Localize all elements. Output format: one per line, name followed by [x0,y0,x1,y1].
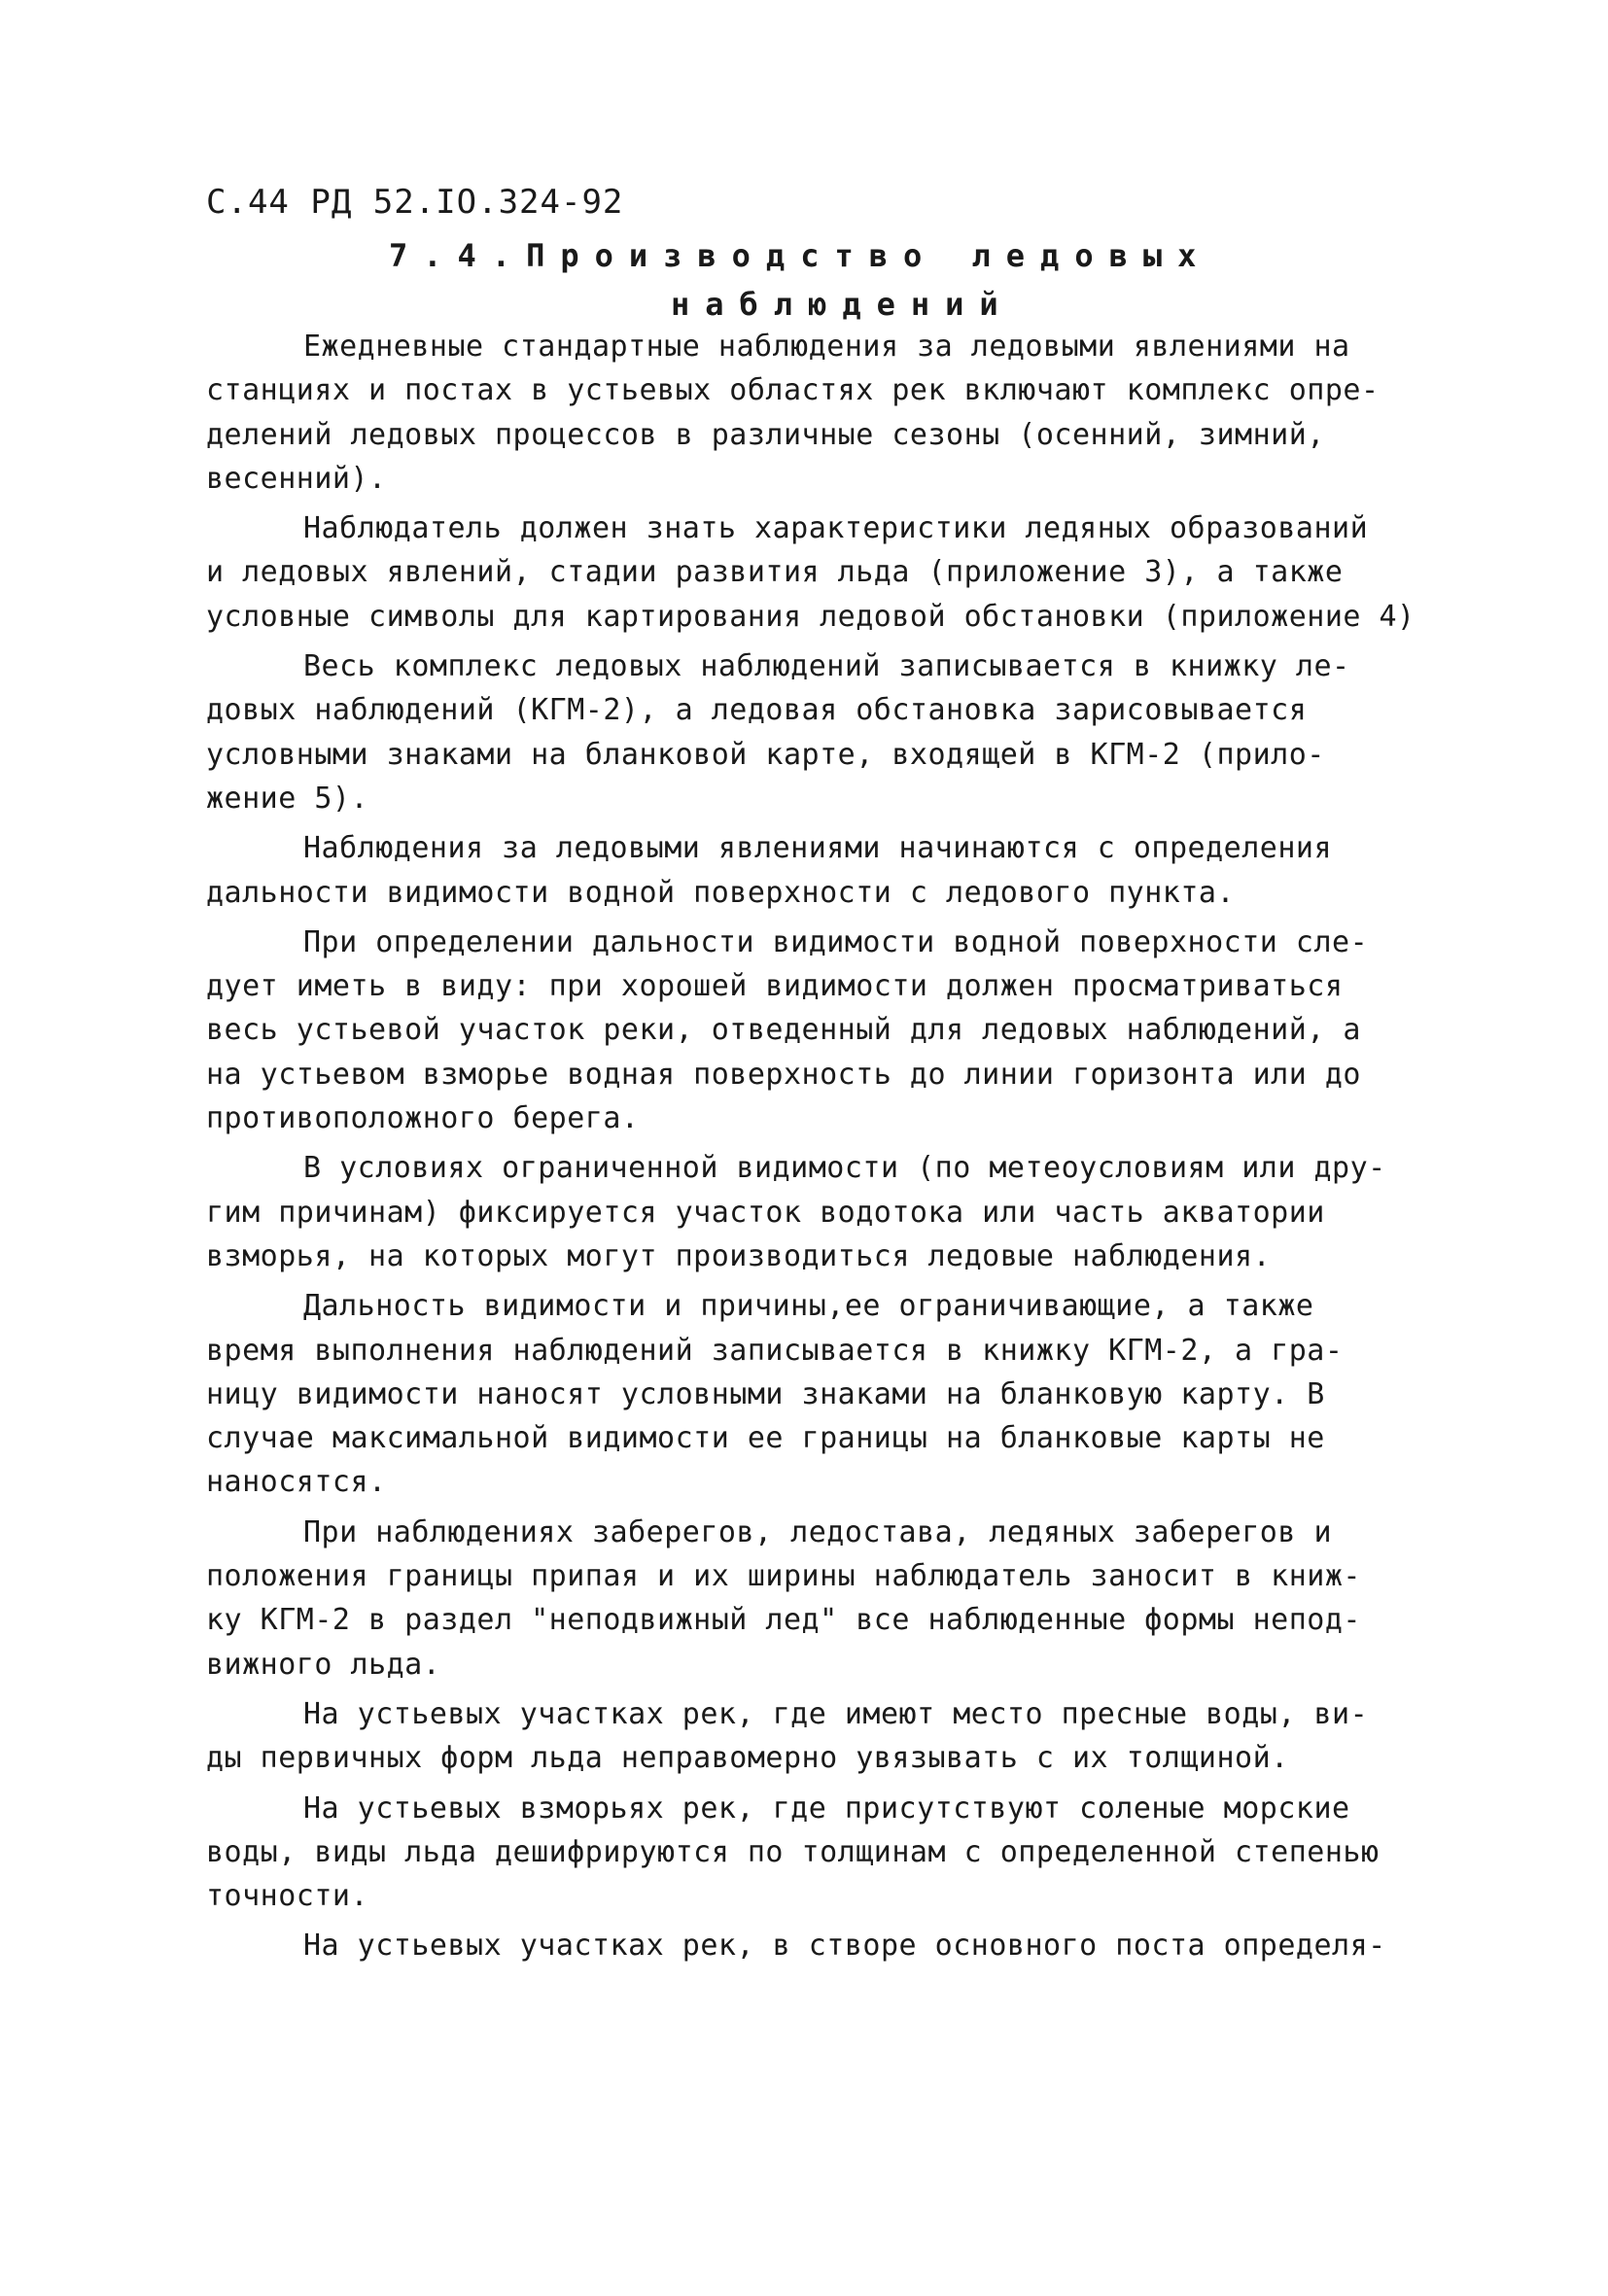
text-line: На устьевых участках рек, где имеют место пресные воды, ви- [303,1696,1369,1731]
paragraph [206,1146,1433,1278]
text-line: воды, виды льда дешифрируются по толщинам с определенной степенью [206,1834,1380,1869]
text-line: точности. [206,1879,369,1914]
paragraph [206,1511,1433,1687]
text-line: делений ледовых процессов в различные сезоны (осенний, зимний, [206,417,1325,452]
text-line: На устьевых участках рек, в створе основного поста определя- [303,1929,1386,1964]
text-line: При определении дальности видимости водной поверхности сле- [303,924,1369,959]
paragraph [206,826,1433,915]
section-title-line-2: наблюдений [671,286,1014,323]
text-line: Весь комплекс ледовых наблюдений записывается в книжку ле- [303,649,1350,684]
body-text [206,325,1433,1974]
text-line: весь устьевой участок реки, отведенный для ледовых наблюдений, а [206,1013,1361,1048]
text-line: случае максимальной видимости ее границы на бланковые карты не [206,1421,1325,1456]
text-line: взморья, на которых могут производиться ледовые наблюдения. [206,1238,1272,1273]
text-line: жение 5). [206,781,369,816]
text-line: станциях и постах в устьевых областях рек включают комплекс опре- [206,373,1380,408]
text-line: ды первичных форм льда неправомерно увязывать с их толщиной. [206,1741,1289,1776]
text-line: гим причинам) фиксируется участок водотока или часть акватории [206,1195,1325,1230]
text-line: дальности видимости водной поверхности с ледового пункта. [206,875,1236,910]
text-line: положения границы припая и их ширины наблюдатель заносит в книж- [206,1559,1361,1594]
paragraph [206,506,1433,639]
text-line: условными знаками на бланковой карте, входящей в КГМ-2 (прило- [206,737,1325,772]
text-line: на устьевом взморье водная поверхность до линии горизонта или до [206,1057,1361,1092]
text-line: В условиях ограниченной видимости (по метеоусловиям или дру- [303,1151,1386,1186]
text-line: время выполнения наблюдений записывается в книжку КГМ-2, а гра- [206,1333,1344,1368]
text-line: При наблюдениях заберегов, ледостава, ледяных заберегов и [303,1514,1333,1549]
text-line: Ежедневные стандартные наблюдения за ледовыми явлениями на [303,330,1350,364]
section-title-line-1: 7.4.Производство ледовых [389,237,1212,274]
text-line: наносятся. [206,1465,387,1500]
paragraph [206,921,1433,1140]
text-line: довых наблюдений (КГМ-2), а ледовая обстановка зарисовывается [206,693,1308,728]
text-line: На устьевых взморьях рек, где присутствуют соленые морские [303,1791,1350,1826]
text-line: Дальность видимости и причины,ее ограничивающие, а также [303,1289,1314,1324]
text-line: ницу видимости наносят условными знаками на бланковую карту. В [206,1376,1325,1411]
text-line: условные символы для картирования ледовой обстановки (приложение 4) [206,599,1416,634]
paragraph [206,1692,1433,1781]
page-header: С.44 РД 52.IO.324-92 [206,183,624,222]
paragraph [206,1284,1433,1504]
text-line: противоположного берега. [206,1101,640,1136]
text-line: Наблюдатель должен знать характеристики ледяных образований [303,511,1369,546]
paragraph [206,644,1433,820]
text-line: весенний). [206,461,387,496]
text-line: и ледовых явлений, стадии развития льда (приложение 3), а также [206,555,1344,590]
paragraph [206,325,1433,501]
text-line: Наблюдения за ледовыми явлениями начинаются с определения [303,831,1333,866]
text-line: дует иметь в виду: при хорошей видимости должен просматриваться [206,969,1344,1004]
paragraph [206,1787,1433,1919]
text-line: вижного льда. [206,1647,441,1682]
text-line: ку КГМ-2 в раздел "неподвижный лед" все наблюденные формы непод- [206,1603,1361,1638]
paragraph [206,1924,1433,1967]
